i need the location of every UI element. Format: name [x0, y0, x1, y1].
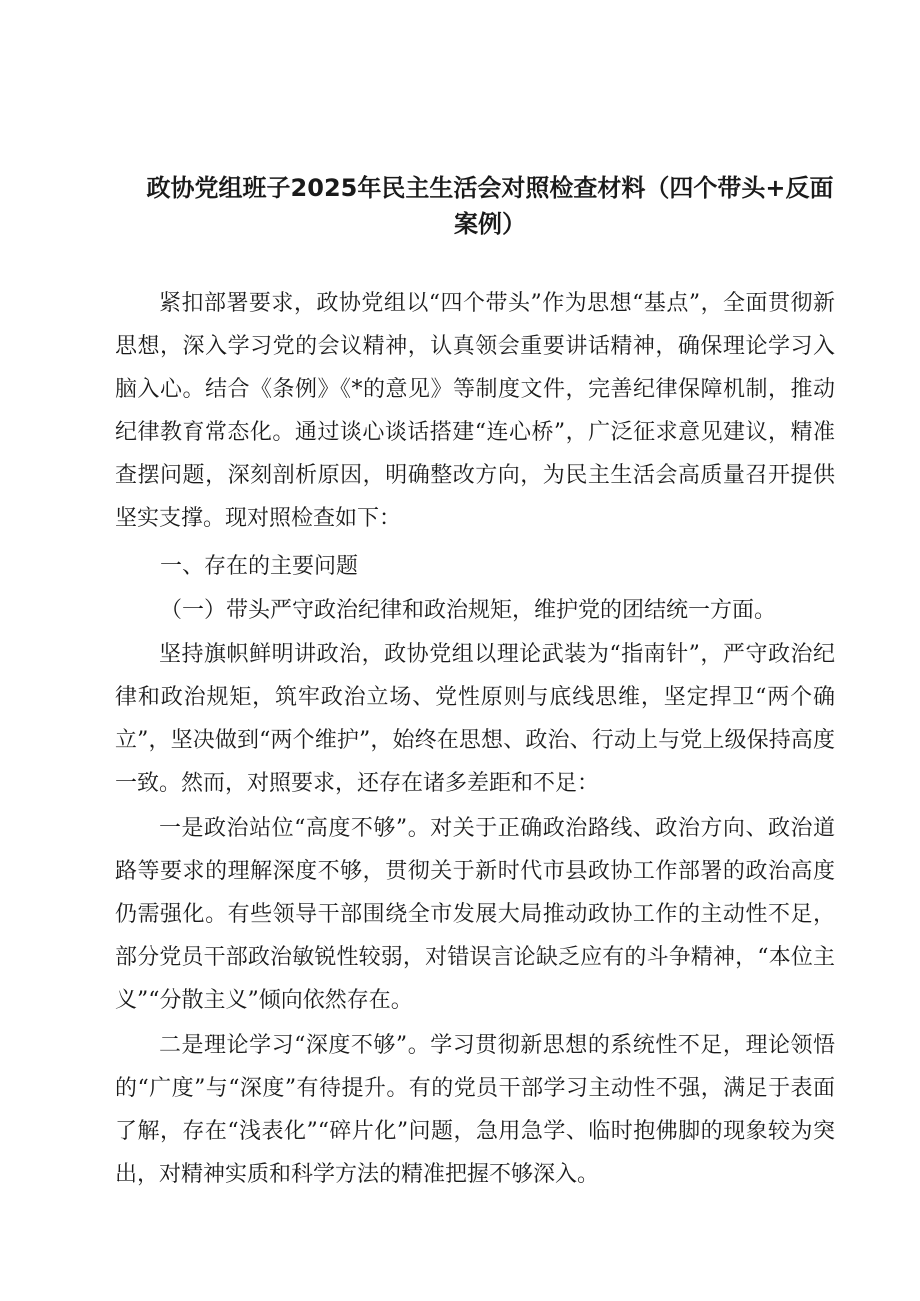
section-heading: 一、存在的主要问题 — [160, 554, 359, 579]
document-title: 政协党组班子2025年民主生活会对照检查材料（四个带头+反面案例） — [146, 174, 834, 239]
point-two-paragraph: 二是理论学习“深度不够”。学习贯彻新思想的系统性不足，理论领悟的“广度”与“深度”有待提升。有的党员干部学习主动性不强，满足于表面了解，存在“浅表化”“碎片化”问题，急用急学、临时抱佛脚的现象较为突出，对精神实质和科学方法的精准把握不够深入。 — [115, 1033, 835, 1187]
intro-paragraph: 紧扣部署要求，政协党组以“四个带头”作为思想“基点”，全面贯彻新思想，深入学习党的会议精神，认真领会重要讲话精神，确保理论学习入脑入心。结合《条例》《*的意见》等制度文件，完善纪律保障机制，推动纪律教育常态化。通过谈心谈话搭建“连心桥”，广泛征求意见建议，精准查摆问题，深刻剖析原因，明确整改方向，为民主生活会高质量召开提供坚实支撑。现对照检查如下： — [115, 291, 835, 531]
point-one-paragraph: 一是政治站位“高度不够”。对关于正确政治路线、政治方向、政治道路等要求的理解深度不够，贯彻关于新时代市县政协工作部署的政治高度仍需强化。有些领导干部围绕全市发展大局推动政协工作的主动性不足，部分党员干部政治敏锐性较弱，对错误言论缺乏应有的斗争精神，“本位主义”“分散主义”倾向依然存在。 — [115, 816, 835, 1013]
overview-paragraph: 坚持旗帜鲜明讲政治，政协党组以理论武装为“指南针”，严守政治纪律和政治规矩，筑牢政治立场、党性原则与底线思维，坚定捍卫“两个确立”，坚决做到“两个维护”，始终在思想、政治、行动上与党上级保持高度一致。然而，对照要求，还存在诸多差距和不足： — [115, 642, 835, 796]
subsection-heading: （一）带头严守政治纪律和政治规矩，维护党的团结统一方面。 — [160, 598, 777, 623]
